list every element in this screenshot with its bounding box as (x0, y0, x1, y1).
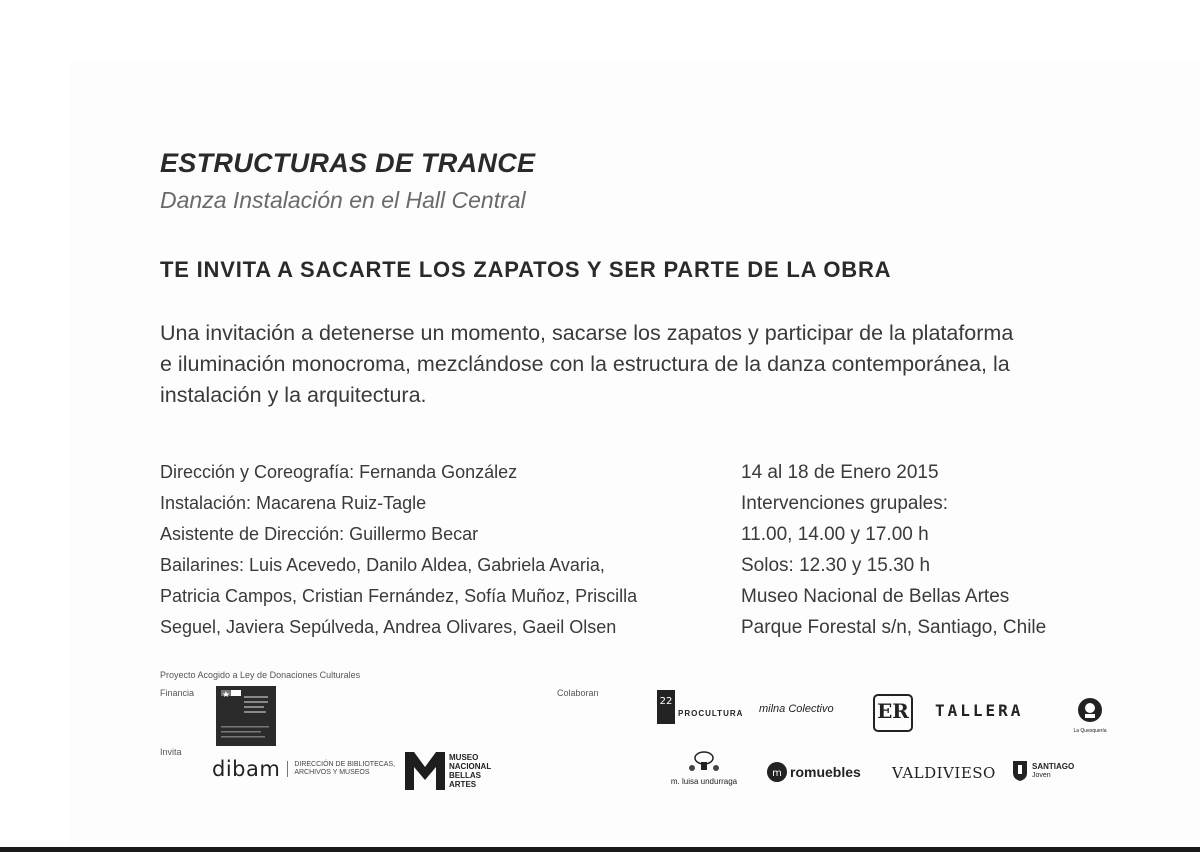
credits-block (160, 457, 720, 643)
event-info-block (741, 457, 1101, 643)
mluisa-logo (664, 750, 744, 786)
dibam-logo (212, 757, 395, 781)
quesqueria-icon (1077, 697, 1103, 723)
event-dates: 14 al 18 de Enero 2015 (741, 462, 939, 483)
event-subtitle: Danza Instalación en el Hall Central (160, 187, 526, 213)
dibam-subtitle (287, 761, 395, 777)
dibam-wordmark: dibam (212, 757, 281, 781)
credit-installation: Instalación: Macarena Ruiz-Tagle (160, 493, 427, 513)
mnba-m-icon (405, 752, 445, 790)
credit-dancers-cont: Seguel, Javiera Sepúlveda, Andrea Olivares, Gaeil Olsen (160, 617, 617, 637)
credit-dancers: Bailarines: Luis Acevedo, Danilo Aldea, Gabriela Avaria, (160, 555, 605, 575)
santiago-word: SANTIAGO (1032, 762, 1075, 771)
svg-text:m: m (772, 768, 782, 779)
invitation-headline: TE INVITA A SACARTE LOS ZAPATOS Y SER PARTE DE LA OBRA (160, 257, 892, 282)
credit-dancers-cont: Patricia Campos, Cristian Fernández, Sofía Muñoz, Priscilla (160, 586, 638, 606)
mnba-text (449, 753, 491, 789)
credit-assistant: Asistente de Dirección: Guillermo Becar (160, 524, 479, 544)
dibam-sub-line: ARCHIVOS Y MUSEOS (294, 769, 370, 776)
venue-address: Parque Forestal s/n, Santiago, Chile (741, 617, 1047, 638)
santiago-text (1032, 762, 1074, 780)
consejo-cultura-logo (216, 686, 276, 746)
credit-direction: Dirección y Coreografía: Fernanda González (160, 462, 518, 482)
milna-logo: milna Colectivo (759, 703, 834, 715)
intro-line: Una invitación a detenerse un momento, sacarse los zapatos y participar de la plataforma (160, 321, 1014, 345)
joven-word: Joven (1032, 772, 1051, 779)
mluisa-icon (684, 750, 724, 772)
donation-law-note: Proyecto Acogido a Ley de Donaciones Culturales (160, 670, 361, 680)
financia-label: Financia (160, 688, 195, 698)
mnba-logo (405, 752, 491, 790)
santiago-joven-logo (1012, 760, 1074, 782)
romuebles-logo (766, 761, 861, 783)
group-label: Intervenciones grupales: (741, 493, 949, 514)
mnba-line: BELLAS (449, 771, 481, 780)
event-title: ESTRUCTURAS DE TRANCE (160, 148, 536, 178)
romuebles-icon (766, 761, 788, 783)
procultura-icon (657, 690, 675, 724)
colaboran-label: Colaboran (557, 688, 599, 698)
mnba-line: MUSEO (449, 753, 479, 762)
intro-line: instalación y la arquitectura. (160, 383, 427, 407)
procultura-text: PROCULTURA (678, 708, 744, 718)
procultura-logo (657, 690, 743, 724)
venue-name: Museo Nacional de Bellas Artes (741, 586, 1010, 607)
solo-times: Solos: 12.30 y 15.30 h (741, 555, 931, 576)
tallera-logo: TALLERA (935, 701, 1024, 720)
intro-paragraph (160, 318, 1120, 411)
dibam-sub-line: DIRECCIÓN DE BIBLIOTECAS, (294, 761, 396, 768)
quesqueria-text: La Quesquería (1073, 728, 1107, 734)
er-logo (873, 694, 913, 732)
invita-label: Invita (160, 747, 182, 757)
intro-line: e iluminación monocroma, mezclándose con la estructura de la danza contemporánea, la (160, 352, 1010, 376)
quesqueria-logo (1073, 697, 1107, 734)
romuebles-text: romuebles (790, 764, 861, 780)
santiago-shield-icon (1012, 760, 1028, 782)
scan-edge (0, 847, 1200, 852)
mluisa-text: m. luisa undurraga (670, 777, 738, 786)
group-times: 11.00, 14.00 y 17.00 h (741, 524, 929, 545)
valdivieso-logo: VALDIVIESO (892, 764, 996, 782)
mnba-line: ARTES (449, 780, 477, 789)
mnba-line: NACIONAL (449, 762, 492, 771)
er-text: ER (877, 699, 909, 723)
svg-text:22: 22 (659, 696, 673, 707)
